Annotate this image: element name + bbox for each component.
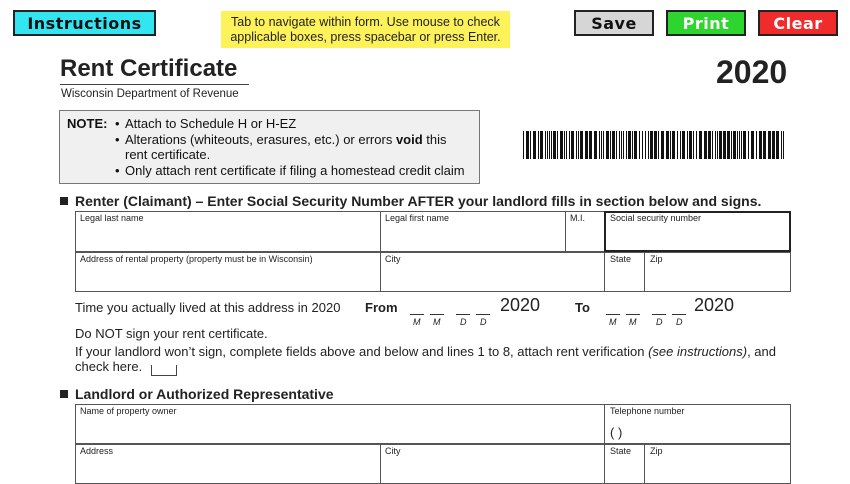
landlord-wont-sign-text: If your landlord won’t sign, complete fields above and below and lines 1 to 8, attach rent verification (see instructions), and (75, 344, 776, 359)
landlord-address-field[interactable]: Address (80, 446, 114, 456)
month-placeholder: M (413, 317, 421, 327)
from-month-1[interactable] (410, 314, 424, 315)
divider (565, 211, 566, 252)
divider (644, 252, 645, 292)
divider (604, 444, 605, 484)
note-label: NOTE: (67, 116, 108, 131)
day-placeholder: D (656, 317, 663, 327)
divider (380, 211, 381, 252)
landlord-city-field[interactable]: City (385, 446, 401, 456)
telephone-field[interactable]: Telephone number (610, 406, 685, 416)
to-day-2[interactable] (672, 314, 686, 315)
note-item: • Attach to Schedule H or H-EZ (115, 116, 297, 131)
day-placeholder: D (460, 317, 467, 327)
divider (380, 252, 381, 292)
month-placeholder: M (629, 317, 637, 327)
note-item: • Only attach rent certificate if filing a homestead credit claim (115, 162, 465, 178)
form-year: 2020 (716, 54, 788, 90)
divider (604, 252, 605, 292)
to-label: To (575, 300, 590, 315)
landlord-wont-sign-checkbox[interactable] (151, 365, 177, 376)
month-placeholder: M (609, 317, 617, 327)
landlord-state-field[interactable]: State (610, 446, 632, 456)
ssn-label: Social security number (610, 213, 702, 223)
form-title: Rent Certificate (60, 55, 238, 82)
area-code-parens: ( ) (610, 425, 623, 440)
to-day-1[interactable] (652, 314, 666, 315)
first-name-field[interactable]: Legal first name (385, 213, 450, 223)
save-button[interactable]: Save (574, 10, 654, 36)
navigation-tip: Tab to navigate within form. Use mouse to check applicable boxes, press spacebar or press Enter. (221, 11, 510, 48)
renter-state-field[interactable]: State (610, 254, 632, 264)
from-year: 2020 (500, 295, 541, 315)
month-placeholder: M (433, 317, 441, 327)
landlord-heading: Landlord or Authorized Representative (60, 386, 334, 402)
day-placeholder: D (676, 317, 683, 327)
last-name-field[interactable]: Legal last name (80, 213, 144, 223)
to-month-2[interactable] (626, 314, 640, 315)
divider (644, 444, 645, 484)
do-not-sign-text: Do NOT sign your rent certificate. (75, 326, 268, 341)
clear-button[interactable]: Clear (758, 10, 838, 36)
landlord-zip-field[interactable]: Zip (650, 446, 663, 456)
title-underline (60, 84, 249, 85)
middle-initial-field[interactable]: M.I. (570, 213, 585, 223)
barcode (523, 131, 785, 159)
department-name: Wisconsin Department of Revenue (61, 88, 239, 100)
renter-city-field[interactable]: City (385, 254, 401, 264)
to-month-1[interactable] (606, 314, 620, 315)
time-lived-label: Time you actually lived at this address in 2020 (75, 300, 341, 315)
check-here-label: check here. (75, 359, 143, 374)
instructions-button[interactable]: Instructions (13, 10, 156, 36)
note-box (59, 110, 480, 184)
renter-zip-field[interactable]: Zip (650, 254, 663, 264)
owner-name-field[interactable]: Name of property owner (80, 406, 177, 416)
from-label: From (365, 300, 398, 315)
renter-heading: Renter (Claimant) – Enter Social Security Number AFTER your landlord fills in section below and signs. (60, 193, 761, 209)
print-button[interactable]: Print (666, 10, 746, 36)
to-year: 2020 (694, 295, 735, 315)
day-placeholder: D (480, 317, 487, 327)
divider (604, 404, 605, 444)
note-item: • Alterations (whiteouts, erasures, etc.) or errors void this rent certificate. (115, 131, 447, 162)
from-day-1[interactable] (456, 314, 470, 315)
landlord-address-row (75, 444, 791, 484)
from-day-2[interactable] (476, 314, 490, 315)
from-month-2[interactable] (430, 314, 444, 315)
divider (380, 444, 381, 484)
rental-address-field[interactable]: Address of rental property (property must be in Wisconsin) (80, 254, 313, 264)
